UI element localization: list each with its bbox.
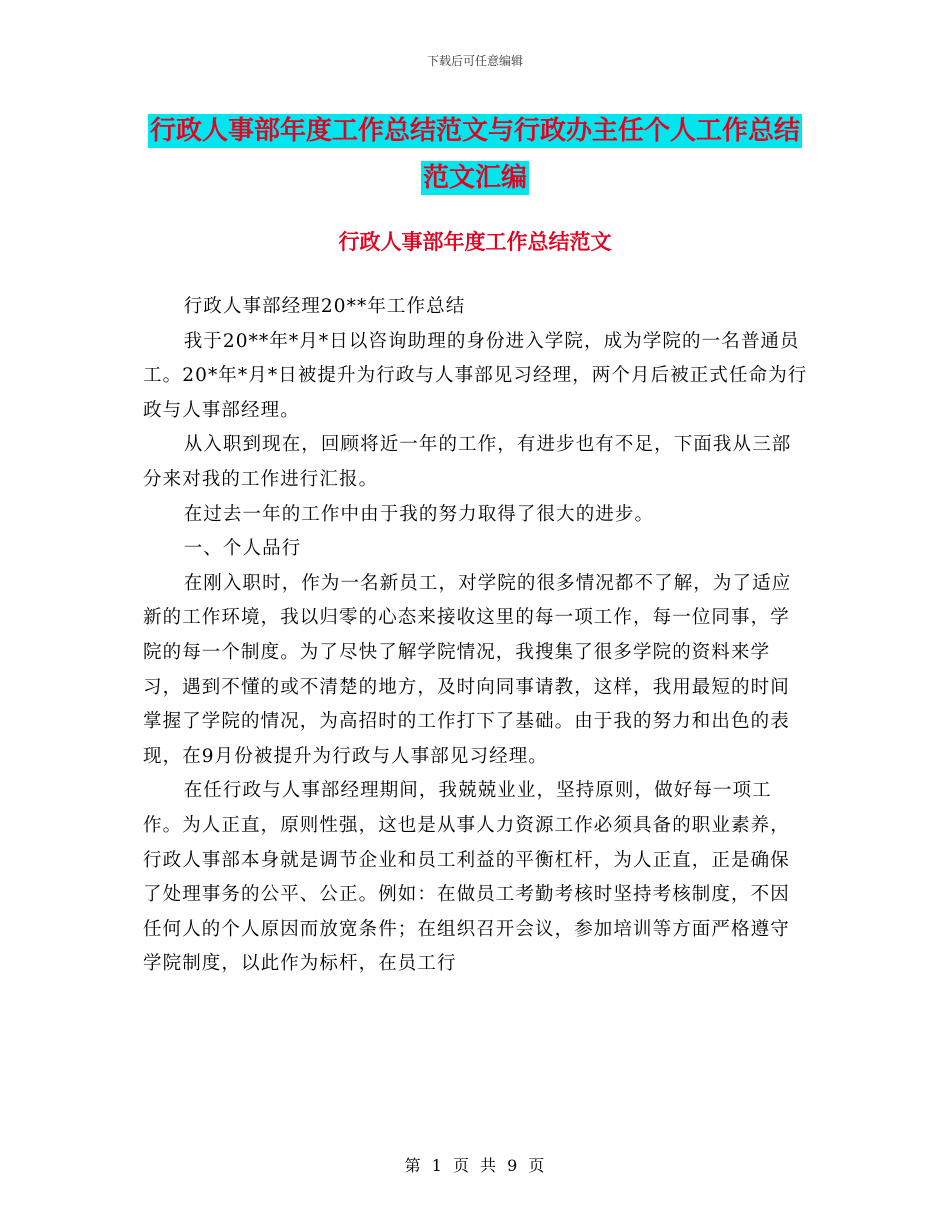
header-note: 下载后可任意编辑	[426, 54, 523, 68]
paragraph: 在任行政与人事部经理期间，我兢兢业业，坚持原则，做好每一项工作。为人正直，原则性强，这也是从事人力资源工作必须具备的职业素养，行政人事部本身就是调节企业和员工利益的平衡杠杆，为人正直，正是确保了处理事务的公平、公正。例如：在做员工考勤考核时坚持考核制度，不因任何人的个人原因而放宽条件；在组织召开会议，参加培训等方面严格遵守学院制度，以此作为标杆，在员工行	[143, 780, 790, 975]
paragraph: 我于20**年*月*日以咨询助理的身份进入学院，成为学院的一名普通员工。20*年*月*日被提升为行政与人事部见习经理，两个月后被正式任命为行政与人事部经理。	[143, 330, 808, 421]
paragraph: 在刚入职时，作为一名新员工，对学院的很多情况都不了解，为了适应新的工作环境，我以归零的心态来接收这里的每一项工作，每一位同事，学院的每一个制度。为了尽快了解学院情况，我搜集了很多学院的资料来学习，遇到不懂的或不清楚的地方，及时向同事请教，这样，我用最短的时间掌握了学院的情况，为高招时的工作打下了基础。由于我的努力和出色的表现，在9月份被提升为行政与人事部见习经理。	[143, 572, 792, 767]
section-title: 行政人事部年度工作总结范文	[338, 230, 612, 254]
document-title	[140, 108, 810, 202]
document-title-text: 行政人事部年度工作总结范文与行政办主任个人工作总结范文汇编	[149, 116, 800, 193]
document-body	[143, 290, 809, 982]
paragraph: 一、个人品行	[183, 538, 302, 560]
paragraph: 行政人事部经理20**年工作总结	[183, 296, 466, 317]
paragraph: 从入职到现在，回顾将近一年的工作，有进步也有不足，下面我从三部分来对我的工作进行汇报。	[143, 434, 792, 490]
page-footer: 第 1 页 共 9 页	[404, 1156, 546, 1175]
paragraph: 在过去一年的工作中由于我的努力取得了很大的进步。	[183, 503, 655, 525]
